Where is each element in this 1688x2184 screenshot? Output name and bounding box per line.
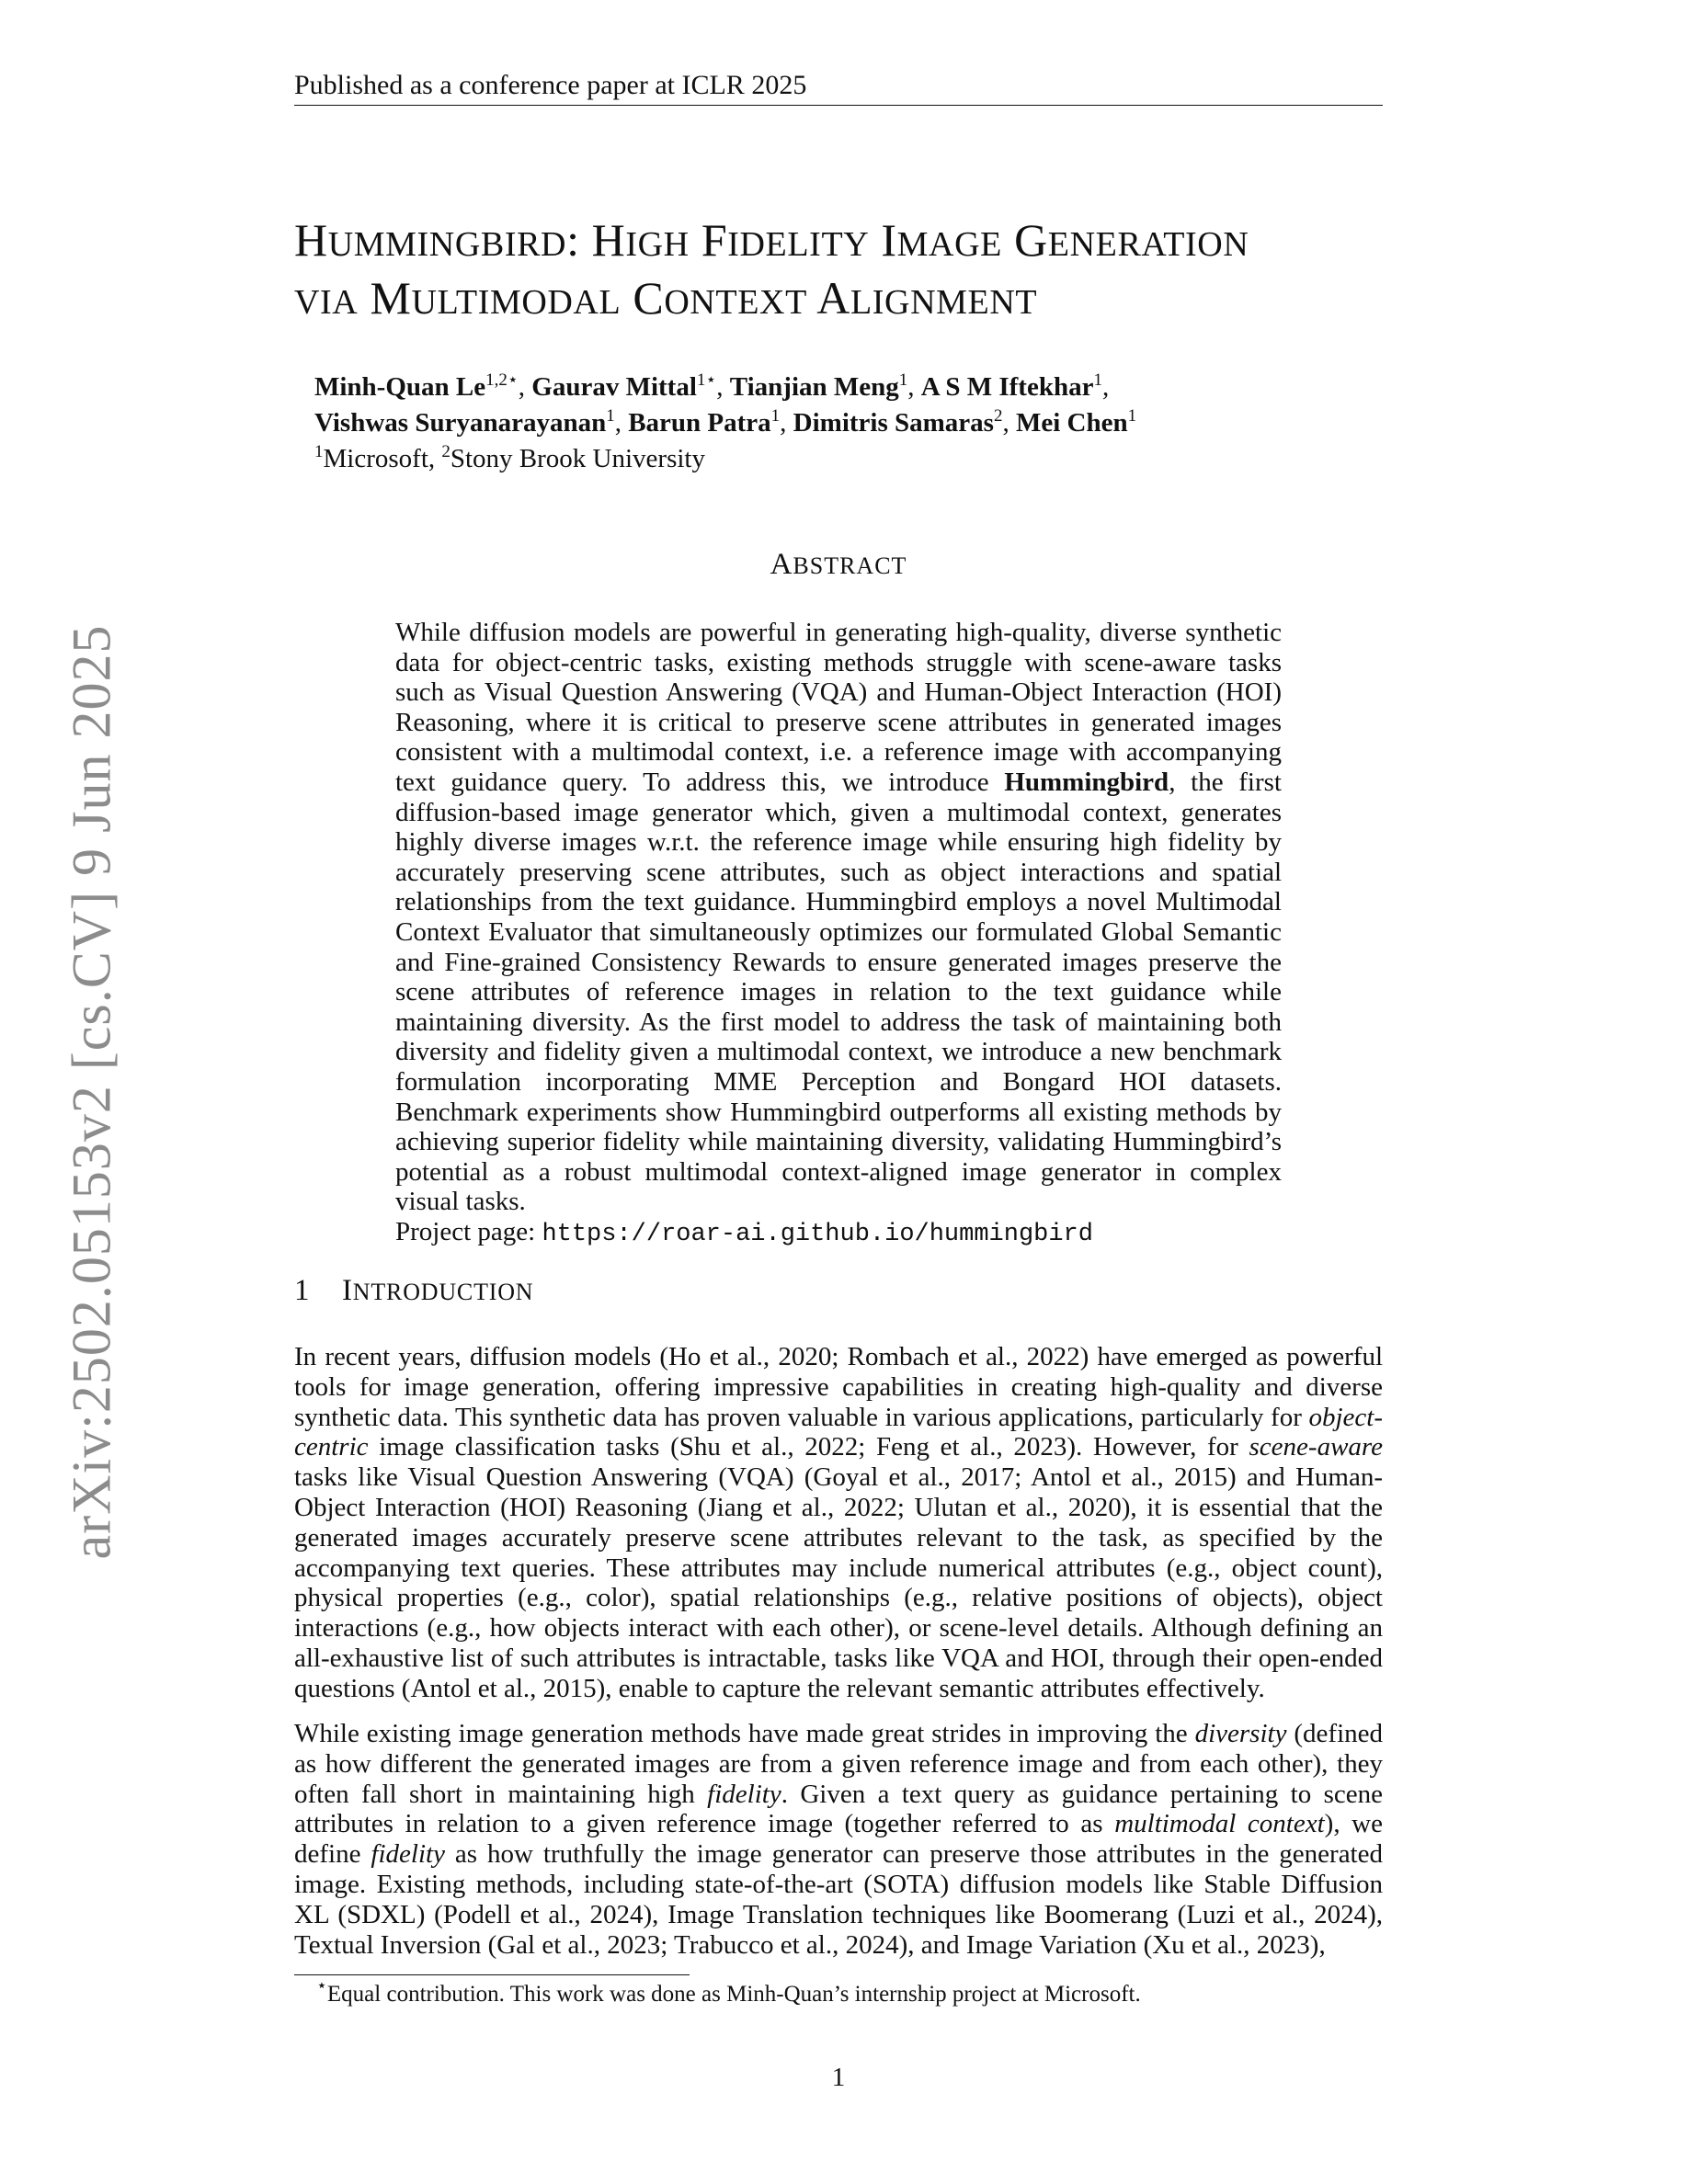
title-word: GENERATION xyxy=(1014,214,1249,266)
emphasis-term: multimodal context xyxy=(1114,1809,1325,1839)
title-word: FIDELITY xyxy=(701,214,870,266)
author-list-line-2: Vishwas Suryanarayanan$^1$, Barun Patra$^1$, Dimitris Samaras$^2$, Mei Chen$^1$ xyxy=(314,406,1137,438)
author-affiliation-mark: 2 xyxy=(993,406,1003,426)
section-number: 1 xyxy=(294,1274,311,1307)
author-block xyxy=(314,370,1372,477)
author-affiliation-mark: 1 xyxy=(1127,406,1137,426)
emphasis-term: diversity xyxy=(1194,1719,1287,1748)
affiliation-name: Stony Brook University xyxy=(450,444,705,473)
author-name: Tianjian Meng xyxy=(729,372,899,402)
section-heading-introduction: 1 INTRODUCTION xyxy=(294,1274,534,1307)
footnote: ⋆Equal contribution. This work was done as Minh-Quan’s internship project at Microsoft. xyxy=(316,1976,1141,2007)
title-word: VIA xyxy=(294,283,359,322)
conference-note: Published as a conference paper at ICLR 2025 xyxy=(294,70,807,100)
title-word: MULTIMODAL xyxy=(370,272,622,324)
footnote-divider xyxy=(294,1974,690,1975)
paper-title xyxy=(294,213,1397,329)
emphasis-term: fidelity xyxy=(371,1839,445,1870)
author-name: A S M Iftekhar xyxy=(920,372,1094,402)
title-word: HIGH xyxy=(591,214,690,266)
header-divider xyxy=(294,105,1383,106)
paper-title-line-2 xyxy=(294,272,1037,324)
paper-title-line-1: HUMMINGBIRD: HIGH FIDELITY IMAGE GENERATION xyxy=(294,214,1249,266)
title-word: HUMMINGBIRD xyxy=(294,214,567,266)
title-word: ALIGNMENT xyxy=(816,272,1038,324)
emphasis-term: scene-aware xyxy=(1249,1432,1383,1462)
author-affiliation-mark: 1⋆ xyxy=(696,370,717,390)
affiliation-name: Microsoft xyxy=(323,444,428,473)
footnote-mark: ⋆ xyxy=(316,1976,327,1996)
model-name: Hummingbird xyxy=(1004,767,1169,797)
emphasis-term: fidelity xyxy=(707,1779,781,1809)
affiliation-mark: 2 xyxy=(441,442,451,461)
project-page-label: Project page: xyxy=(395,1216,542,1246)
author-name: Vishwas Suryanarayanan xyxy=(314,408,607,438)
author-affiliation-mark: 1 xyxy=(898,370,908,390)
abstract-heading: ABSTRACT xyxy=(770,548,907,581)
author-affiliation-mark: 1 xyxy=(1093,370,1102,390)
affiliation-line: $^1$Microsoft, $^2$Stony Brook University xyxy=(314,442,705,473)
emphasis-term: object-centric xyxy=(294,1402,1383,1462)
introduction-paragraph-2: While existing image generation methods have made great strides in improving the diversity (defined as how different the generated images are from a given reference image and from each other), they often fall short in maintaining high fidelity. Given a text query as guidance pertaining to scene attributes in relation to a given reference image (together referred to as multimodal context), we define fidelity as how truthfully the image generator can preserve those attributes in the generated image. Existing methods, including state-of-the-art (SOTA) diffusion models like Stable Diffusion XL (SDXL) (Podell et al., 2024), Image Translation techniques like Boomerang (Luzi et al., 2024), Textual Inversion (Gal et al., 2023; Trabucco et al., 2024), and Image Variation (Xu et al., 2023), xyxy=(294,1719,1384,1960)
project-page-link[interactable]: https://roar-ai.github.io/hummingbird xyxy=(542,1220,1093,1248)
introduction-paragraph-1: In recent years, diffusion models (Ho et al., 2020; Rombach et al., 2022) have emerged as powerful tools for image generation, offering impressive capabilities in creating high-quality and diverse synthetic data. This synthetic data has proven valuable in various applications, particularly for object-centric image classification tasks (Shu et al., 2022; Feng et al., 2023). However, for scene-aware tasks like Visual Question Answering (VQA) (Goyal et al., 2017; Antol et al., 2015) and Human-Object Interaction (HOI) Reasoning (Jiang et al., 2022; Ulutan et al., 2020), it is essential that the generated images accurately preserve scene attributes relevant to the task, as specified by the accompanying text queries. These attributes may include numerical attributes (e.g., object count), physical properties (e.g., color), spatial relationships (e.g., relative positions of objects), object interactions (e.g., how objects interact with each other), or scene-level details. Although defining an all-exhaustive list of such attributes is intractable, tasks like VQA and HOI, through their open-ended questions (Antol et al., 2015), enable to capture the relevant semantic attributes effectively. xyxy=(294,1342,1383,1703)
author-affiliation-mark: 1 xyxy=(606,406,615,426)
arxiv-identifier: arXiv:2502.05153v2 [cs.CV] 9 Jun 2025 xyxy=(61,624,122,1560)
author-name: Barun Patra xyxy=(628,408,771,438)
affiliation-mark: 1 xyxy=(314,442,324,461)
title-word: IMAGE xyxy=(881,214,1002,266)
author-affiliation-mark: 1 xyxy=(770,406,781,426)
page-number: 1 xyxy=(831,2063,846,2092)
abstract-text: While diffusion models are powerful in generating high-quality, diverse synthetic data for object-centric tasks, existing methods struggle with scene-aware tasks such as Visual Question Answering (VQA) and Human-Object Interaction (HOI) Reasoning, where it is critical to preserve scene attributes in generated images consistent with a multimodal context, i.e. a reference image with accompanying text guidance query. To address this, we introduce Hummingbird, the first diffusion-based image generator which, given a multimodal context, generates highly diverse images w.r.t. the reference image while ensuring high fidelity by accurately preserving scene attributes, such as object interactions and spatial relationships from the text guidance. Hummingbird employs a novel Multimodal Context Evaluator that simultaneously optimizes our formulated Global Semantic and Fine-grained Consistency Rewards to ensure generated images preserve the scene attributes of reference images in relation to the text guidance while maintaining diversity. As the first model to address the task of maintaining both diversity and fidelity given a multimodal context, we introduce a new benchmark formulation incorporating MME Perception and Bongard HOI datasets. Benchmark experiments show Hummingbird outperforms all existing methods by achieving superior fidelity while maintaining diversity, validating Hummingbird’s potential as a robust multimodal context-aligned image generator in complex visual tasks. Project page: https://roar-ai.github.io/hummingbird xyxy=(395,618,1282,1248)
author-affiliation-mark: 1,2⋆ xyxy=(485,370,519,390)
author-name: Dimitris Samaras xyxy=(793,408,994,438)
author-list-line-1: Minh-Quan $Le^{1,2⋆}$, Gaurav Mittal$^{1⋆}$, Tianjian Meng$^1$, A S M Iftekhar$^1$, xyxy=(314,370,1110,402)
title-word: CONTEXT xyxy=(633,272,807,324)
author-name: Mei Chen xyxy=(1015,408,1128,438)
author-name: Minh-Quan Le xyxy=(314,372,486,402)
author-name: Gaurav Mittal xyxy=(531,372,697,402)
